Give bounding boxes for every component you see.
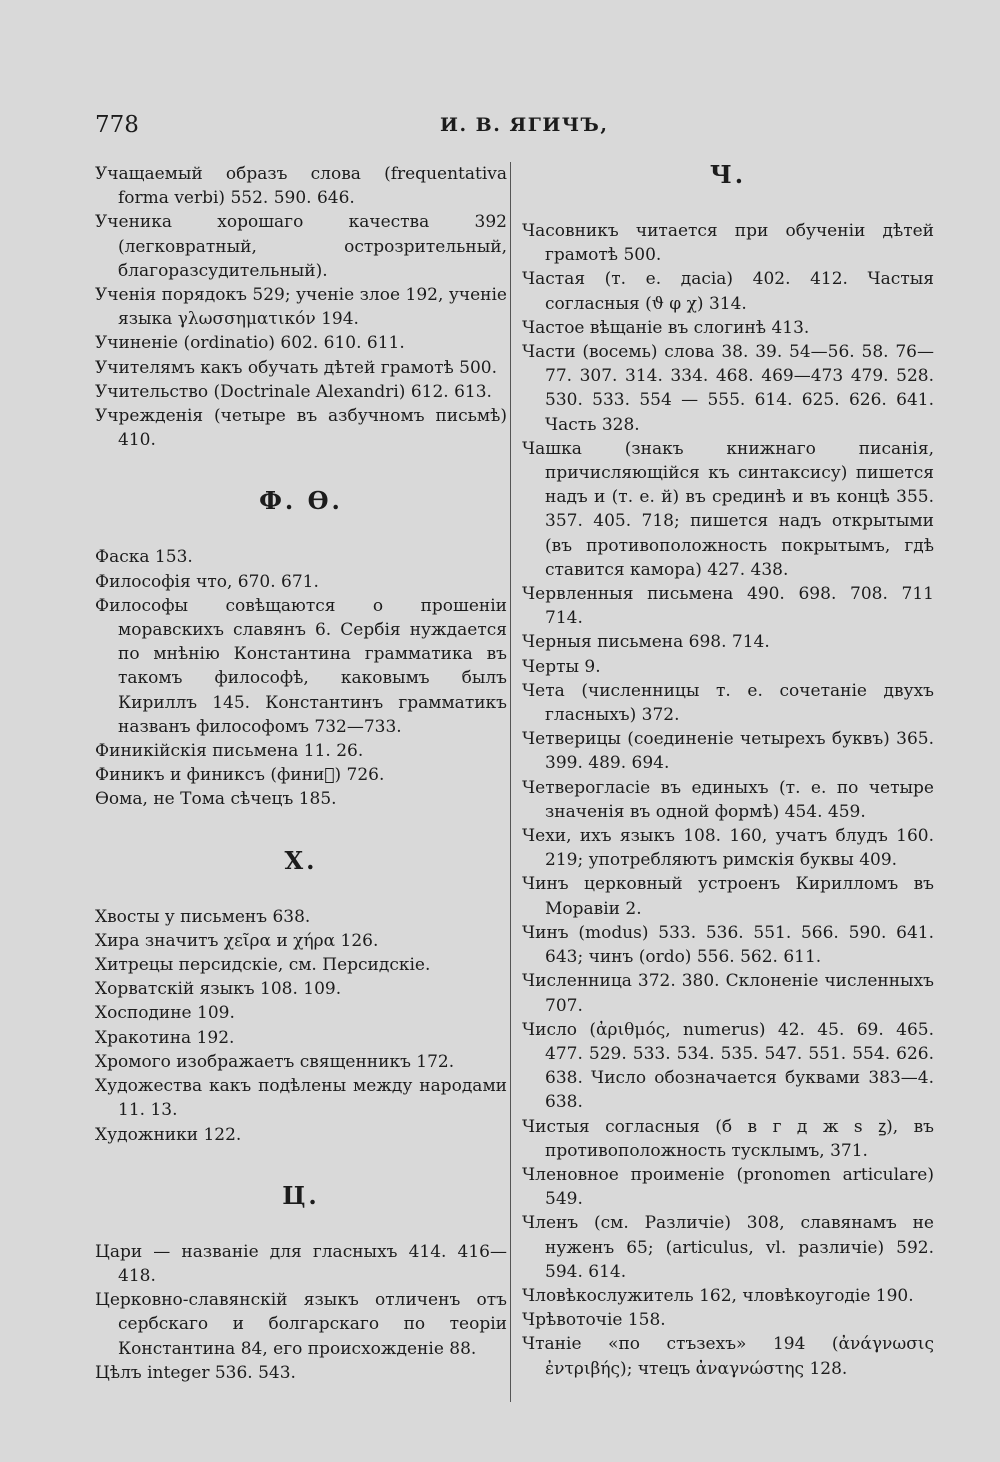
index-entry: Учащаемый образъ слова (frequentativa forma verbi) 552. 590. 646.	[95, 164, 507, 209]
index-entry: Часовникъ читается при обученіи дѣтей грамотѣ 500.	[522, 221, 934, 266]
index-entry: Черты 9.	[522, 656, 601, 677]
index-entry: Части (восемь) слова 38. 39. 54—56. 58. 76—77. 307. 314. 334. 468. 469—473 479. 528. 530. 533. 554 — 555. 614. 625. 626. 641. Часть 328.	[522, 342, 934, 435]
index-entry: Церковно-славянскій языкъ отличенъ отъ сербскаго и болгарскаго по теоріи Константина 84, его происхожденіе 88.	[95, 1290, 507, 1359]
index-entry: Чехи, ихъ языкъ 108. 160, учатъ блудъ 160. 219; употребляютъ римскія буквы 409.	[522, 826, 934, 871]
page-header	[95, 112, 930, 142]
index-entry: Учрежденія (четыре въ азбучномъ письмѣ) 410.	[95, 406, 507, 451]
index-entry: Чинъ (modus) 533. 536. 551. 566. 590. 641. 643; чинъ (ordo) 556. 562. 611.	[522, 922, 934, 968]
index-entry: Членъ (см. Различіе) 308, славянамъ не нуженъ 65; (articulus, vl. различіе) 592. 594. 614.	[522, 1213, 934, 1282]
index-entry: Художества какъ подѣлены между народами 11. 13.	[95, 1076, 507, 1121]
index-entry: Четверицы (соединеніе четырехъ буквъ) 365. 399. 489. 694.	[522, 729, 934, 774]
index-entry: Численница 372. 380. Склоненіе численныхъ 707.	[522, 971, 934, 1016]
index-entry: Ученія порядокъ 529; ученіе злое 192, ученіе языка γλωσσηματικόν 194.	[95, 285, 507, 330]
index-entry: Чета (численницы т. е. сочетаніе двухъ гласныхъ) 372.	[522, 680, 934, 726]
index-entry: Фаска 153.	[95, 547, 193, 568]
index-entry: Цѣлъ integer 536. 543.	[95, 1362, 296, 1383]
index-entry: Чашка (знакъ книжнаго писанія, причисляющійся къ синтаксису) пишется надъ и (т. е. й) въ срединѣ и въ концѣ 355. 357. 405. 718; пишется надъ открытыми (въ противоположность покрытымъ, гдѣ ставится камора) 427. 438.	[522, 438, 934, 580]
page-number: 778	[95, 112, 139, 138]
index-entry: Хира значитъ χεῖρα и χήρα 126.	[95, 930, 379, 951]
index-entry: Чрѣвоточіе 158.	[522, 1310, 666, 1331]
index-entry: Хорватскій языкъ 108. 109.	[95, 979, 342, 1000]
index-entry: Хитрецы персидскіе, см. Персидскіе.	[95, 955, 431, 976]
section-heading: Ф. Ѳ.	[259, 486, 343, 516]
index-entry: Частое вѣщаніе въ слогинѣ 413.	[522, 317, 810, 338]
index-entry: Хосподине 109.	[95, 1003, 235, 1024]
index-entry: Хромого изображаетъ священникъ 172.	[95, 1051, 455, 1072]
index-entry: Чтаніе «по стъзехъ» 194 (ἀνάγνωσις ἐντριβής); чтецъ ἀναγνώστης 128.	[522, 1334, 934, 1379]
index-entry: Философы совѣщаются о прошеніи моравскихъ славянъ 6. Сербія нуждается по мнѣнію Константина грамматика въ такомъ философѣ, каковымъ былъ Кириллъ 145. Константинъ грамматикъ названъ философомъ 732—733.	[95, 595, 507, 737]
index-entry: Учительство (Doctrinale Alexandri) 612. 613.	[95, 381, 492, 402]
right-column	[522, 160, 934, 1381]
index-entry: Число (ἀριθμός, numerus) 42. 45. 69. 465. 477. 529. 533. 534. 535. 547. 551. 554. 626. 638. Число обозначается буквами 383—4. 638.	[522, 1019, 934, 1113]
index-entry: Ѳома, не Тома сѣчецъ 185.	[95, 789, 337, 810]
index-entry: Художники 122.	[95, 1124, 242, 1145]
index-entry: Четвероглaсіе въ единыхъ (т. е. по четыре значенія въ одной формѣ) 454. 459.	[522, 777, 934, 822]
index-entry: Черныя письмена 698. 714.	[522, 632, 770, 653]
index-entry: Чинъ церковный устроенъ Кирилломъ въ Моравіи 2.	[522, 874, 934, 919]
index-entry: Учителямъ какъ обучать дѣтей грамотѣ 500.	[95, 357, 498, 378]
index-entry: Хвосты у письменъ 638.	[95, 906, 311, 927]
index-entry: Учиненіе (ordinatio) 602. 610. 611.	[95, 333, 405, 354]
index-entry: Членовное проименіе (pronomen articulare) 549.	[522, 1164, 934, 1210]
column-divider	[510, 162, 511, 1402]
index-entry: Чловѣкослужитель 162, чловѣкоугодіе 190.	[522, 1285, 914, 1306]
index-entry: Червленныя письмена 490. 698. 708. 711 714.	[522, 584, 934, 629]
section-heading: Ч.	[709, 160, 747, 189]
index-entry: Финикійскія письмена 11. 26.	[95, 741, 364, 762]
running-title: И. В. ЯГИЧЪ,	[440, 114, 609, 136]
index-entry: Философія что, 670. 671.	[95, 571, 319, 592]
index-entry: Хракотина 192.	[95, 1027, 235, 1048]
section-heading: Х.	[284, 845, 318, 875]
index-entry: Финикъ и финиксъ (фини꙯) 726.	[95, 765, 385, 786]
index-entry: Чистыя согласныя (б в г д ж ѕ ꙁ), въ противоположность тусклымъ, 371.	[522, 1116, 934, 1161]
index-entry: Ученика хорошаго качества 392 (легковратный, острозрительный, благоразсудительный).	[95, 212, 507, 281]
section-heading: Ц.	[282, 1180, 320, 1210]
index-entry: Частая (т. е. дасіа) 402. 412. Частыя согласныя (ϑ φ χ) 314.	[522, 269, 934, 314]
left-column	[95, 162, 507, 1385]
index-entry: Цари — названіе для гласныхъ 414. 416—418.	[95, 1241, 507, 1286]
